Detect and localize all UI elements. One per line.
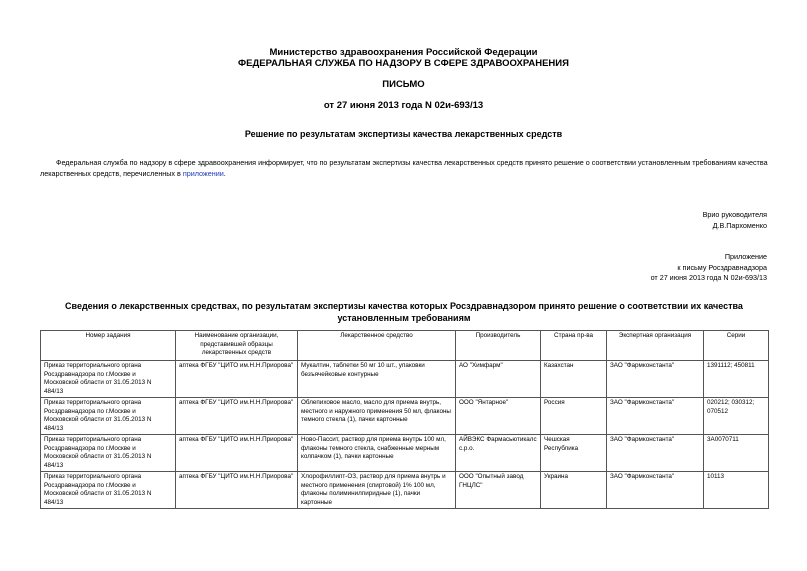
cell-org: аптека ФГБУ "ЦИТО им.Н.Н.Приорова" <box>176 472 298 509</box>
cell-expert: ЗАО "Фармконстанта" <box>607 398 704 435</box>
appendix-link[interactable]: приложении <box>182 169 224 178</box>
document-subject: Решение по результатам экспертизы качества лекарственных средств <box>244 129 563 139</box>
table-row <box>41 435 769 472</box>
signature-block <box>703 209 767 231</box>
col-expert: Экспертная организация <box>607 331 704 361</box>
cell-order: Приказ территориального органа Росздравнадзора по г.Москве и Московской области от 31.05.2013 N 484/13 <box>41 398 176 435</box>
cell-maker: ООО "Опытный завод ГНЦЛС" <box>456 472 541 509</box>
col-org: Наименование организации, представившей образцы лекарственных средств <box>176 331 298 361</box>
col-series: Серии <box>704 331 769 361</box>
body-text-end: . <box>223 169 226 178</box>
cell-order: Приказ территориального органа Росздравнадзора по г.Москве и Московской области от 31.05.2013 N 484/13 <box>41 435 176 472</box>
col-order: Номер задания <box>41 331 176 361</box>
document-type: ПИСЬМО <box>382 79 425 90</box>
cell-maker: АО "Химфарм" <box>456 361 541 398</box>
cell-series: 3А0070711 <box>704 435 769 472</box>
table-title: Сведения о лекарственных средствах, по результатам экспертизы качества которых Росздравнадзором принято решение о соответствии их качества установленным требованиям <box>65 301 743 323</box>
cell-drug: Хлорофиллипт-ОЗ, раствор для приема внутрь и местного применения (спиртовой) 1% 100 мл, флаконы полиминилпиридные (1), пачки картонные <box>298 472 456 509</box>
col-maker: Производитель <box>456 331 541 361</box>
cell-org: аптека ФГБУ "ЦИТО им.Н.Н.Приорова" <box>176 435 298 472</box>
body-text: Федеральная служба по надзору в сфере здравоохранения информирует, что по результатам экспертизы качества лекарственных средств принято решение о соответствии установленным требованиям качества лекарственных средств, перечисленных в <box>40 158 768 178</box>
cell-country: Чешская Республика <box>541 435 607 472</box>
cell-org: аптека ФГБУ "ЦИТО им.Н.Н.Приорова" <box>176 361 298 398</box>
cell-maker: АЙВЭКС Фармасьютикалс с.р.о. <box>456 435 541 472</box>
col-country: Страна пр-ва <box>541 331 607 361</box>
ministry-name: Министерство здравоохранения Российской Федерации <box>269 47 538 58</box>
table-row <box>41 398 769 435</box>
signature-name: Д.В.Пархоменко <box>712 221 767 230</box>
cell-expert: ЗАО "Фармконстанта" <box>607 361 704 398</box>
table-row <box>41 472 769 509</box>
table-header-row <box>41 331 769 361</box>
signature-position: Врио руководителя <box>702 210 767 219</box>
service-name: ФЕДЕРАЛЬНАЯ СЛУЖБА ПО НАДЗОРУ В СФЕРЕ ЗДРАВООХРАНЕНИЯ <box>238 58 569 69</box>
document-date-number: от 27 июня 2013 года N 02и-693/13 <box>323 100 484 111</box>
cell-order: Приказ территориального органа Росздравнадзора по г.Москве и Московской области от 31.05.2013 N 484/13 <box>41 361 176 398</box>
cell-country: Казахстан <box>541 361 607 398</box>
appendix-date: от 27 июня 2013 года N 02и-693/13 <box>650 273 767 282</box>
cell-drug: Мукалтин, таблетки 50 мг 10 шт., упаковки безъячейковые контурные <box>298 361 456 398</box>
appendix-label: Приложение <box>724 252 767 261</box>
cell-series: 020212; 030312; 070512 <box>704 398 769 435</box>
cell-order: Приказ территориального органа Росздравнадзора по г.Москве и Московской области от 31.05.2013 N 484/13 <box>41 472 176 509</box>
cell-org: аптека ФГБУ "ЦИТО им.Н.Н.Приорова" <box>176 398 298 435</box>
appendix-ref: к письму Росздравнадзора <box>677 262 767 272</box>
cell-series: 1391112; 450811 <box>704 361 769 398</box>
cell-expert: ЗАО "Фармконстанта" <box>607 472 704 509</box>
table-row <box>41 361 769 398</box>
drugs-table <box>40 330 769 509</box>
cell-expert: ЗАО "Фармконстанта" <box>607 435 704 472</box>
col-drug: Лекарственное средство <box>298 331 456 361</box>
cell-country: Россия <box>541 398 607 435</box>
appendix-header <box>651 252 767 284</box>
cell-series: 10113 <box>704 472 769 509</box>
cell-drug: Облепиховое масло, масло для приема внутрь, местного и наружного применения 50 мл, флаконы темного стекла (1), пачки картонные <box>298 398 456 435</box>
cell-country: Украина <box>541 472 607 509</box>
cell-maker: ООО "Янтарное" <box>456 398 541 435</box>
cell-drug: Ново-Пассит, раствор для приема внутрь 100 мл, флаконы темного стекла, снабженные мерным колпачком (1), пачки картонные <box>298 435 456 472</box>
body-paragraph <box>40 157 768 179</box>
